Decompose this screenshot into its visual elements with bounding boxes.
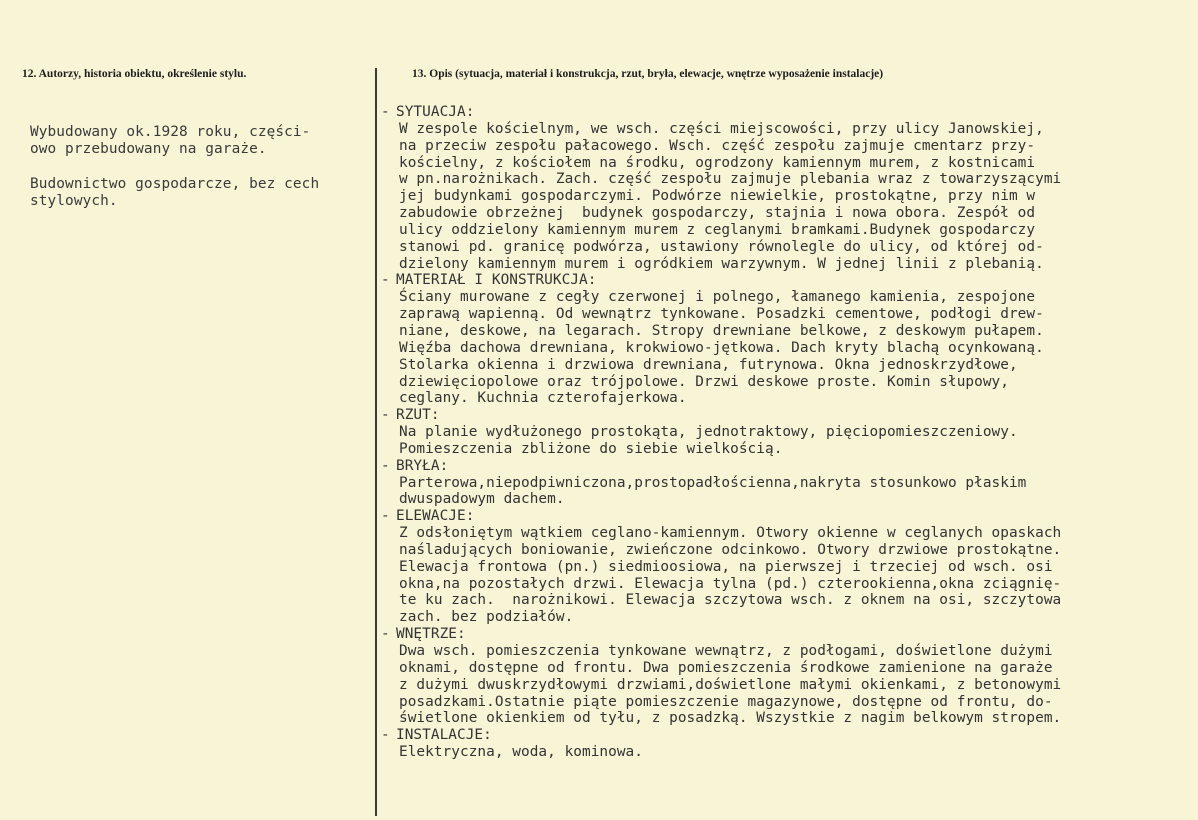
section-heading	[381, 626, 1181, 643]
text-line: te ku zach. narożnikowi. Elewacja szczytowa wsch. z oknem na osi, szczytowa	[399, 592, 1062, 609]
dash-marker: -	[381, 626, 390, 643]
section-bryła	[381, 458, 1181, 509]
text-line: Na planie wydłużonego prostokąta, jednotraktowy, pięciopomieszczeniowy.	[399, 424, 1018, 441]
section-title: BRYŁA:	[396, 457, 449, 474]
section-elewacje	[381, 508, 1181, 626]
text-line: jej budynkami gospodarczymi. Podwórze niewielkie, prostokątne, przy nim w	[399, 188, 1036, 205]
text-line: ceglany. Kuchnia czterofajerkowa.	[399, 390, 687, 407]
section-body	[381, 744, 1181, 761]
section-body	[381, 643, 1181, 727]
section-wnętrze	[381, 626, 1181, 727]
text-line: stylowych.	[30, 192, 118, 209]
text-line: Dwa wsch. pomieszczenia tynkowane wewnątrz, z podłogami, doświetlone dużymi	[399, 643, 1053, 659]
text-line: Pomieszczenia zbliżone do siebie wielkością.	[399, 440, 783, 457]
dash-marker: -	[381, 272, 390, 289]
section-instalacje	[381, 727, 1181, 761]
section-body	[381, 289, 1181, 407]
text-line: okna,na pozostałych drzwi. Elewacja tylna (pd.) czterookienna,okna zciągnię-	[399, 575, 1062, 592]
section-heading	[381, 727, 1181, 744]
section-materiał-i-konstrukcja	[381, 272, 1181, 407]
left-paragraph	[30, 176, 365, 211]
text-line: stanowi pd. granicę podwórza, ustawiony równolegle do ulicy, od której od-	[399, 238, 1044, 255]
dash-marker: -	[381, 457, 390, 474]
dash-marker: -	[381, 407, 390, 424]
left-paragraph	[30, 124, 365, 159]
text-line: Wybudowany ok.1928 roku, części-	[30, 124, 311, 140]
text-line: kościelny, z kościołem na środku, ogrodzony kamiennym murem, z kostnicami	[399, 154, 1036, 171]
text-line: Parterowa,niepodpiwniczona,prostopadłościenna,nakryta stosunkowo płaskim	[399, 474, 1027, 491]
section-title: MATERIAŁ I KONSTRUKCJA:	[396, 272, 597, 289]
text-line: Elektryczna, woda, kominowa.	[399, 744, 643, 761]
text-line: posadzkami.Ostatnie piąte pomieszczenie magazynowe, dostępne od frontu, do-	[399, 693, 1053, 710]
section-13-header: 13. Opis (sytuacja, materiał i konstrukcja, rzut, bryła, elewacje, wnętrze wyposażenie instalacje)	[412, 68, 884, 80]
text-line: Więźba dachowa drewniana, krokwiowo-jętkowa. Dach kryty blachą ocynkowaną.	[399, 339, 1044, 356]
section-12-header: 12. Autorzy, historia obiektu, określenie stylu.	[22, 68, 247, 80]
text-line: Stolarka okienna i drzwiowa drewniana, futrynowa. Okna jednoskrzydłowe,	[399, 356, 1018, 373]
text-line: zabudowie obrzeżnej budynek gospodarczy, stajnia i nowa obora. Zespół od	[399, 205, 1036, 222]
section-title: SYTUACJA:	[396, 104, 475, 120]
section-heading	[381, 104, 1181, 121]
section-heading	[381, 508, 1181, 525]
dash-marker: -	[381, 104, 390, 120]
text-line: dwuspadowym dachem.	[399, 491, 565, 508]
text-line: zaprawą wapienną. Od wewnątrz tynkowane. Posadzki cementowe, podłogi drew-	[399, 306, 1044, 323]
text-line: dzielony kamiennym murem i ogródkiem warzywnym. W jednej linii z plebanią.	[399, 255, 1044, 272]
section-heading	[381, 272, 1181, 289]
section-sytuacja	[381, 104, 1181, 272]
text-line: w pn.narożnikach. Zach. część zespołu zajmuje plebania wraz z towarzyszącymi	[399, 171, 1062, 188]
text-line: na przeciw zespołu pałacowego. Wsch. część zespołu zajmuje cmentarz przy-	[399, 137, 1036, 154]
text-line: niane, deskowe, na legarach. Stropy drewniane belkowe, z deskowym pułapem.	[399, 322, 1044, 339]
section-rzut	[381, 407, 1181, 458]
text-line: świetlone okienkiem od tyłu, z posadzką. Wszystkie z nagim belkowym stropem.	[399, 710, 1062, 727]
text-line: Z odsłoniętym wątkiem ceglano-kamiennym. Otwory okienne w ceglanych opaskach	[399, 525, 1062, 542]
text-line: oknami, dostępne od frontu. Dwa pomieszczenia środkowe zamienione na garaże	[399, 659, 1053, 676]
section-title: WNĘTRZE:	[396, 626, 466, 643]
dash-marker: -	[381, 508, 390, 525]
text-line: z dużymi dwuskrzydłowymi drzwiami,doświetlone małymi okienkami, z betonowymi	[399, 676, 1062, 693]
section-body	[381, 475, 1181, 509]
text-line: W zespole kościelnym, we wsch. części miejscowości, przy ulicy Janowskiej,	[399, 120, 1044, 137]
section-heading	[381, 458, 1181, 475]
section-title: ELEWACJE:	[396, 508, 475, 525]
text-line: zach. bez podziałów.	[399, 609, 574, 626]
text-line: ulicy oddzielony kamiennym murem z ceglanymi bramkami.Budynek gospodarczy	[399, 221, 1036, 238]
text-line: dziewięciopolowe oraz trójpolowe. Drzwi deskowe proste. Komin słupowy,	[399, 373, 1009, 390]
text-line: naśladujących boniowanie, zwieńczone odcinkowo. Otwory drzwiowe prostokątne.	[399, 541, 1062, 558]
text-line: owo przebudowany na garaże.	[30, 141, 267, 158]
section-body	[381, 424, 1181, 458]
section-title: RZUT:	[396, 407, 440, 424]
text-line: Elewacja frontowa (pn.) siedmioosiowa, na pierwszej i trzeciej od wsch. osi	[399, 558, 1053, 575]
history-style-text	[30, 124, 365, 227]
column-divider	[375, 68, 377, 816]
section-title: INSTALACJE:	[396, 727, 492, 744]
description-text	[381, 104, 1181, 761]
dash-marker: -	[381, 727, 390, 744]
text-line: Budownictwo gospodarcze, bez cech	[30, 175, 320, 192]
section-heading	[381, 407, 1181, 424]
section-body	[381, 121, 1181, 273]
section-body	[381, 525, 1181, 626]
text-line: Ściany murowane z cegły czerwonej i polnego, łamanego kamienia, zespojone	[399, 289, 1036, 306]
